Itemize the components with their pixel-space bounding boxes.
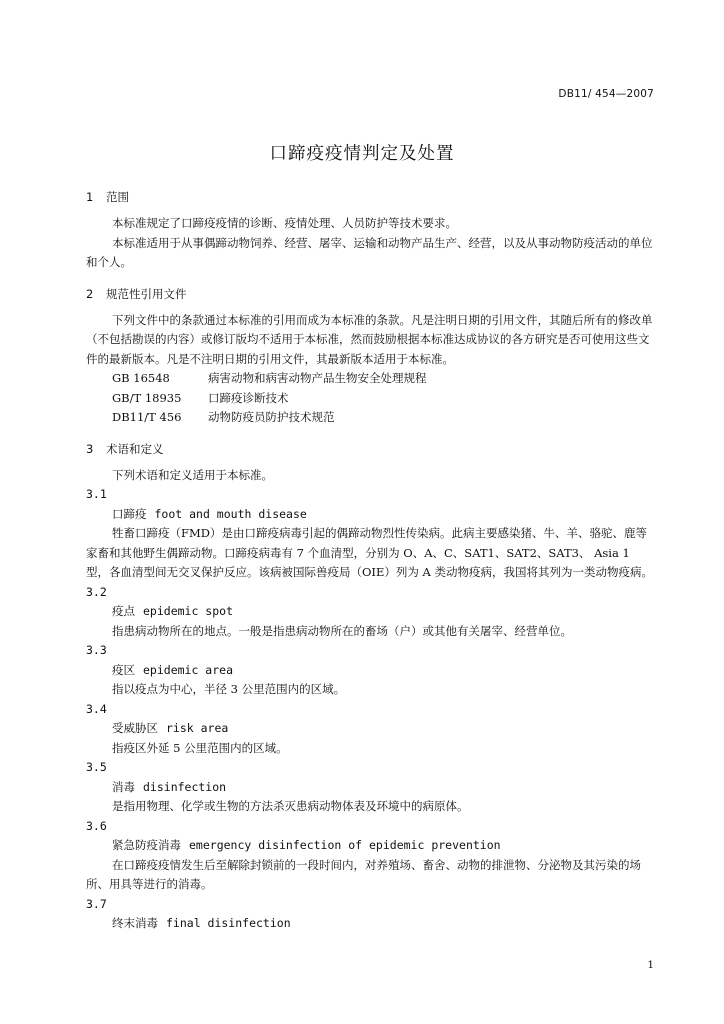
reference-name: 口蹄疫诊断技术 [208,390,289,405]
clause-number: 3.3 [86,643,107,657]
reference-item [86,369,654,389]
term-cn: 紧急防疫消毒 [112,838,181,852]
term-definition: 牲畜口蹄疫（FMD）是由口蹄疫病毒引起的偶蹄动物烈性传染病。此病主要感染猪、牛、羊、骆驼、鹿等家畜和其他野生偶蹄动物。口蹄疫病毒有 7 个血清型，分别为 O、A、C、SAT1、SAT2、SAT3、 Asia 1 型，各血清型间无交叉保护反应。该病被国际兽疫局（OIE）列为 A 类动物疫病，我国将其列为一类动物疫病。 [86,526,653,579]
paragraph: 本标准适用于从事偶蹄动物饲养、经营、屠宰、运输和动物产品生产、经营，以及从事动物防疫活动的单位和个人。 [86,235,653,269]
term-heading [86,836,654,856]
reference-name: 病害动物和病害动物产品生物安全处理规程 [208,371,427,385]
document-body [86,187,654,934]
term-definition: 是指用物理、化学或生物的方法杀灭患病动物体表及环境中的病原体。 [112,799,469,813]
section-heading [86,284,654,304]
term-en: foot and mouth disease [154,506,307,521]
paragraph: 下列术语和定义适用于本标准。 [112,467,273,482]
section-title: 术语和定义 [106,441,164,456]
term-definition: 指以疫点为中心，半径 3 公里范围内的区域。 [112,682,346,696]
term-definition: 指疫区外延 5 公里范围内的区域。 [112,740,288,755]
section-title: 范围 [106,190,129,204]
term-cn: 疫区 [112,662,135,677]
term-en: final disinfection [166,916,291,930]
reference-name: 动物防疫员防护技术规范 [208,410,335,424]
document-title: 口蹄疫疫情判定及处置 [269,144,455,164]
paragraph: 本标准规定了口蹄疫疫情的诊断、疫情处理、人员防护等技术要求。 [112,216,457,230]
term-heading [86,778,654,798]
term-definition: 在口蹄疫疫情发生后至解除封锁前的一段时间内，对养殖场、畜舍、动物的排泄物、分泌物及其污染的场所、用具等进行的消毒。 [86,857,641,891]
term-cn: 终末消毒 [112,916,158,930]
page-number: 1 [647,959,654,971]
clause-number: 3.6 [86,818,107,833]
reference-code: GB 16548 [112,371,170,385]
section-heading [86,439,654,459]
term-cn: 疫点 [112,604,135,618]
section-number: 3 [86,441,94,456]
clause-number: 3.4 [86,701,107,716]
reference-item [86,408,654,428]
term-cn: 受威胁区 [112,721,158,735]
section-number: 2 [86,286,94,301]
term-en: risk area [166,721,229,735]
term-heading [86,719,654,739]
term-cn: 消毒 [112,779,135,794]
term-en: emergency disinfection of epidemic prevention [189,838,501,852]
section-title: 规范性引用文件 [106,286,187,301]
clause-number: 3.2 [86,584,107,599]
document-id: DB11/ 454—2007 [558,88,654,100]
term-en: disinfection [143,779,227,794]
clause-number: 3.5 [86,760,107,774]
term-definition: 指患病动物所在的地点。一般是指患病动物所在的畜场（户）或其他有关屠宰、经营单位。 [112,623,572,638]
reference-code: DB11/T 456 [112,410,182,424]
term-heading [86,914,654,934]
term-heading [86,505,654,525]
reference-item [86,389,654,409]
term-heading [86,602,654,622]
term-heading [86,661,654,681]
term-en: epidemic spot [143,604,234,618]
section-number: 1 [86,190,94,204]
clause-number: 3.7 [86,896,107,911]
section-heading [86,187,654,207]
term-cn: 口蹄疫 [112,506,147,521]
paragraph: 下列文件中的条款通过本标准的引用而成为本标准的条款。凡是注明日期的引用文件，其随后所有的修改单（不包括勘误的内容）或修订版均不适用于本标准，然而鼓励根据本标准达成协议的各方研究是否可使用这些文件的最新版本。凡是不注明日期的引用文件，其最新版本适用于本标准。 [86,312,653,366]
reference-code: GB/T 18935 [112,390,182,405]
clause-number: 3.1 [86,487,107,501]
term-en: epidemic area [143,662,234,677]
